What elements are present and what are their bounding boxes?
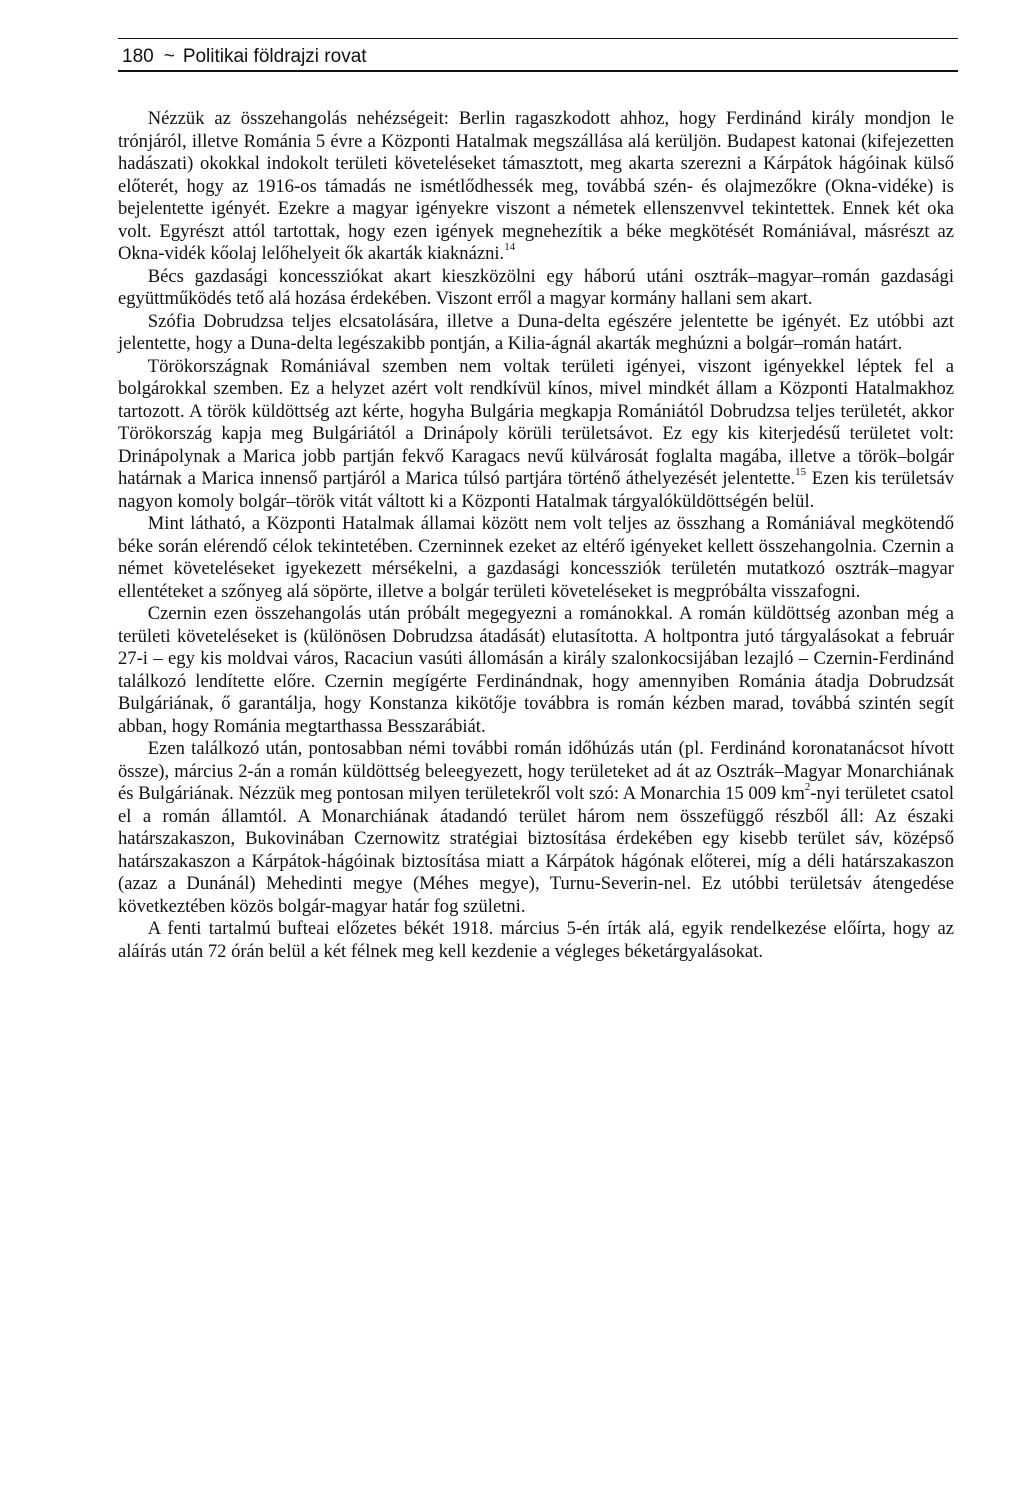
header-separator: ~ [163, 46, 175, 67]
paragraph-7 [118, 738, 959, 918]
header-line [122, 46, 367, 68]
paragraph-tail: -nyi területet csatol el a román államtól. A Monarchiának átadandó terület három nem összefüggő részből áll: Az északi határszakaszon, Bukovinában Czernowitz stratégiai biztosítása érdekében egy kisebb terület sáv, középső határszakaszon a Kárpátok-hágóinak biztosítása miatt a Kárpátok hágónak előterei, míg a déli határszakaszon (azaz a Dunánál) Mehedinti megye (Méhes megye), Turnu-Severin-nel. Ez utóbbi területsáv átengedése következtében közös bolgár-magyar határ fog születni. [118, 783, 959, 917]
paragraph-text: A fenti tartalmú bufteai előzetes békét 1918. március 5-én írták alá, egyik rendelkezése előírta, hogy az aláírás után 72 órán belül a két félnek meg kell kezdenie a végleges béketárgyalásokat. [118, 918, 954, 962]
paragraph-text: Törökországnak Romániával szemben nem voltak területi igényei, viszont igényekkel léptek fel a bolgárokkal szemben. Ez a helyzet azért volt rendkívül kínos, mivel mindkét állam a Központi Hatalmakhoz tartozott. A török küldöttség azt kérte, hogyha Bulgária megkapja Romániától Dobrudzsa teljes területét, akkor Törökország kapja meg Bulgáriától a Drinápoly körüli területsávot. Ez egy kis kiterjedésű területet volt: Drinápolynak a Marica jobb partján fekvő Karagacs nevű külvárosát foglalta magába, illetve a török–bolgár határnak a Marica innenső partjáról a Marica túlsó partjára történő áthelyezését jelentette. [118, 355, 954, 489]
running-header [118, 34, 958, 72]
paragraph-text: Czernin ezen összehangolás után próbált megegyezni a románokkal. A román küldöttség azonban még a területi követeléseket is (különösen Dobrudzsa átadását) elutasította. A holtpontra jutó tárgyalásokat a február 27-i – egy kis moldvai város, Racaciun vasúti állomásán a király szalonkocsijában lezajló – Czernin-Ferdinánd találkozó lendítette előre. Czernin megígérte Ferdinándnak, hogy amennyiben Románia átadja Dobrudzsát Bulgáriának, ő garantálja, hogy Konstanza kikötője továbbra is román kézben marad, továbbá szintén segít abban, hogy Románia megtarthassa Besszarábiát. [118, 603, 954, 737]
paragraph-text: Nézzük az összehangolás nehézségeit: Berlin ragaszkodott ahhoz, hogy Ferdinánd király mondjon le trónjáról, illetve Románia 5 évre a Központi Hatalmak megszállása alá kerüljön. Budapest katonai (kifejezetten hadászati) okokkal indokolt területi követeléseket támasztott, meg akarta szerezni a Kárpátok hágóinak külső előterét, hogy az 1916-os támadás ne ismétlődhessék meg, továbbá szén- és olajmezőkre (Okna-vidéke) is bejelentette igényét. Ezekre a magyar igényekre viszont a németek ellenszenvvel tekintettek. Ennek két oka volt. Egyrészt attól tartottak, hogy ezen igények megnehezítik a béke megkötését Romániával, másrészt az Okna-vidék kőolaj lelőhelyeit ők akarták kiaknázni. [118, 108, 954, 264]
paragraph-3 [118, 311, 954, 356]
section-title: Politikai földrajzi rovat [182, 46, 367, 67]
footnote-ref-14: 14 [504, 240, 516, 253]
paragraph-text: Bécs gazdasági koncessziókat akart kieszközölni egy háború utáni osztrák–magyar–román gazdasági együttműködés tető alá hozása érdekében. Viszont erről a magyar kormány hallani sem akart. [118, 265, 954, 309]
article-body [118, 108, 959, 963]
paragraph-2 [118, 266, 954, 311]
paragraph-1 [118, 108, 954, 266]
paragraph-5 [118, 513, 954, 603]
paragraph-tail: Ezen kis területsáv nagyon komoly bolgár–török vitát váltott ki a Központi Hatalmak tárgyalóküldöttségén belül. [118, 468, 959, 512]
footnote-ref-15: 15 [795, 465, 807, 478]
paragraph-text: Szófia Dobrudzsa teljes elcsatolására, illetve a Duna-delta egészére jelentette be igényét. Ez utóbbi azt jelentette, hogy a Duna-delta legészakibb pontján, a Kilia-ágnál akarták meghúzni a bolgár–román határt. [118, 310, 954, 354]
paragraph-4 [118, 355, 959, 514]
paragraph-8 [118, 918, 954, 963]
paragraph-text: Mint látható, a Központi Hatalmak államai között nem volt teljes az összhang a Romániával megkötendő béke során elérendő célok tekintetében. Czerninnek ezeket az eltérő igényeket kellett összehangolnia. Czernin a német követeléseket igyekezett mérsékelni, a gazdasági koncessziók területén mutatkozó osztrák–magyar ellentéteket a szőnyeg alá söpörte, illetve a bolgár területi követeléseket is megpróbálta visszafogni. [118, 513, 954, 602]
page-number: 180 [122, 46, 154, 67]
paragraph-text: Ezen találkozó után, pontosabban némi további román időhúzás után (pl. Ferdinánd koronatanácsot hívott össze), március 2-án a román küldöttség beleegyezett, hogy területeket ad át az Osztrák–Magyar Monarchiának és Bulgáriának. Nézzük meg pontosan milyen területekről volt szó: A Monarchia 15 009 km [118, 738, 954, 804]
paragraph-6 [118, 603, 954, 738]
superscript-2: 2 [804, 780, 811, 793]
